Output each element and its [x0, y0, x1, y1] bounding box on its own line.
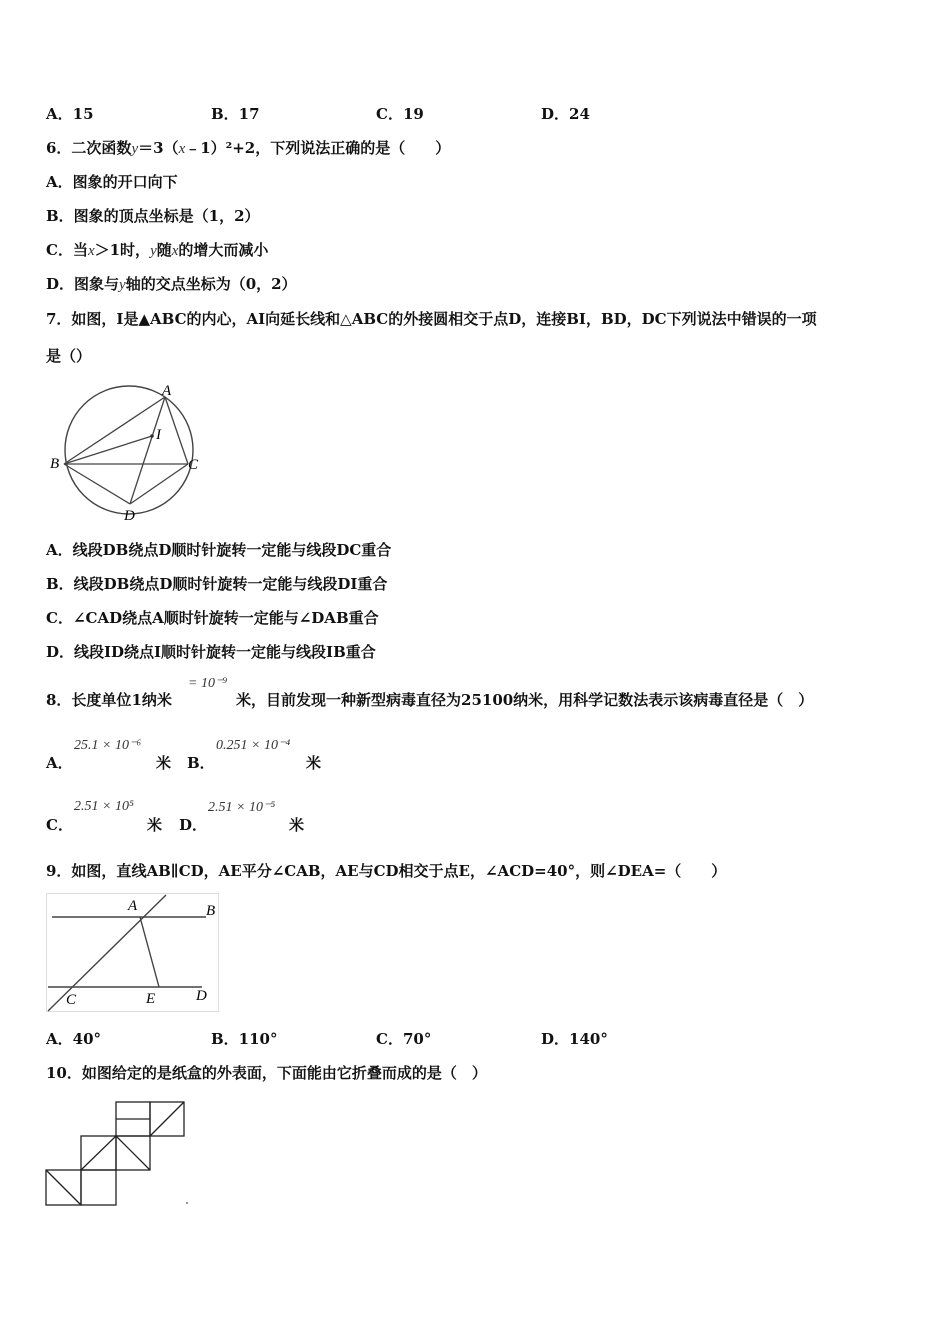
point-i [150, 434, 154, 438]
q8-option-b-unit: 米 [306, 754, 322, 772]
label-d: D [124, 508, 135, 524]
label-b: B [206, 903, 216, 919]
net-cell-bottom-left-diagonal [46, 1170, 81, 1205]
q7-option-b: B．线段DB绕点D顺时针旋转一定能与线段DI重合 [46, 575, 388, 593]
q8-option-c-formula: 2.51 × 10⁵ [74, 799, 134, 814]
q7-circle-figure [46, 378, 211, 524]
q8-option-c-label: C． [46, 816, 73, 834]
q8-option-b-formula: 0.251 × 10⁻⁴ [216, 738, 291, 753]
q6-option-c: C．当x＞1时，y随x的增大而减小 [46, 241, 269, 259]
label-d: D [196, 988, 207, 1004]
q8-option-a-unit: 米 [156, 754, 172, 772]
stray-mark [186, 1202, 188, 1204]
q8-option-d-label: D． [179, 816, 208, 834]
q8-option-a-formula: 25.1 × 10⁻⁶ [74, 738, 142, 753]
q5-option-b: B．17 [211, 105, 260, 123]
q10-stem: 10．如图给定的是纸盒的外表面，下面能由它折叠而成的是（ ） [46, 1064, 487, 1082]
q6-option-a: A．图象的开口向下 [46, 173, 178, 191]
q10-box-net-figure [44, 1100, 194, 1210]
q6-stem: 6．二次函数y＝3（x﹣1）²+2，下列说法正确的是（ ） [46, 139, 451, 157]
net-cell-bottom-right [81, 1170, 116, 1205]
label-c: C [66, 992, 77, 1008]
label-i: I [156, 427, 161, 443]
label-b: B [50, 456, 60, 472]
q7-option-d: D．线段ID绕点I顺时针旋转一定能与线段IB重合 [46, 643, 376, 661]
q9-option-a: A．40° [46, 1030, 102, 1048]
q5-option-c: C．19 [376, 105, 424, 123]
q9-option-b: B．110° [211, 1030, 278, 1048]
q9-option-c: C．70° [376, 1030, 432, 1048]
q8-stem-suffix: 米，目前发现一种新型病毒直径为25100纳米，用科学记数法表示该病毒直径是（ ） [236, 691, 814, 709]
label-a: A [162, 383, 172, 399]
q5-option-d: D．24 [541, 105, 590, 123]
net-cell-top-right-diagonal [150, 1102, 184, 1136]
label-e: E [146, 991, 156, 1007]
segment-ae [140, 917, 159, 987]
q7-stem-line1: 7．如图，I是▲ABC的内心，AI向延长线和△ABC的外接圆相交于点D，连接BI，BD，DC下列说法中错误的一项 [46, 310, 817, 328]
label-c: C [188, 457, 199, 473]
q8-option-d-formula: 2.51 × 10⁻⁵ [208, 800, 276, 815]
segment-dc [130, 464, 188, 504]
q7-option-a: A．线段DB绕点D顺时针旋转一定能与线段DC重合 [46, 541, 392, 559]
q8-option-c-unit: 米 [147, 816, 163, 834]
q5-option-a: A．15 [46, 105, 94, 123]
q6-option-d: D．图象与y轴的交点坐标为（0，2） [46, 275, 297, 293]
segment-bi [64, 436, 152, 464]
net-cell-mid-left-diagonal [81, 1136, 116, 1170]
q9-option-d: D．140° [541, 1030, 608, 1048]
q7-stem-line2: 是（） [46, 347, 92, 365]
net-cell-mid-center-diagonal [116, 1136, 150, 1170]
segment-ab [64, 397, 165, 464]
q8-stem-formula: = 10⁻⁹ [188, 676, 228, 691]
q8-option-d-unit: 米 [289, 816, 305, 834]
q9-parallel-lines-figure [46, 893, 221, 1015]
q9-stem: 9．如图，直线AB∥CD，AE平分∠CAB，AE与CD相交于点E，∠ACD=40°，则∠DEA=（ ） [46, 862, 727, 880]
segment-bd [64, 464, 130, 504]
q7-option-c: C．∠CAD绕点A顺时针旋转一定能与∠DAB重合 [46, 609, 379, 627]
q8-option-b-label: B． [187, 754, 215, 772]
q6-option-b: B．图象的顶点坐标是（1，2） [46, 207, 260, 225]
q8-option-a-label: A． [46, 754, 73, 772]
segment-ad [130, 397, 165, 504]
q8-stem-prefix: 8．长度单位1纳米 [46, 691, 172, 709]
label-a: A [128, 898, 138, 914]
